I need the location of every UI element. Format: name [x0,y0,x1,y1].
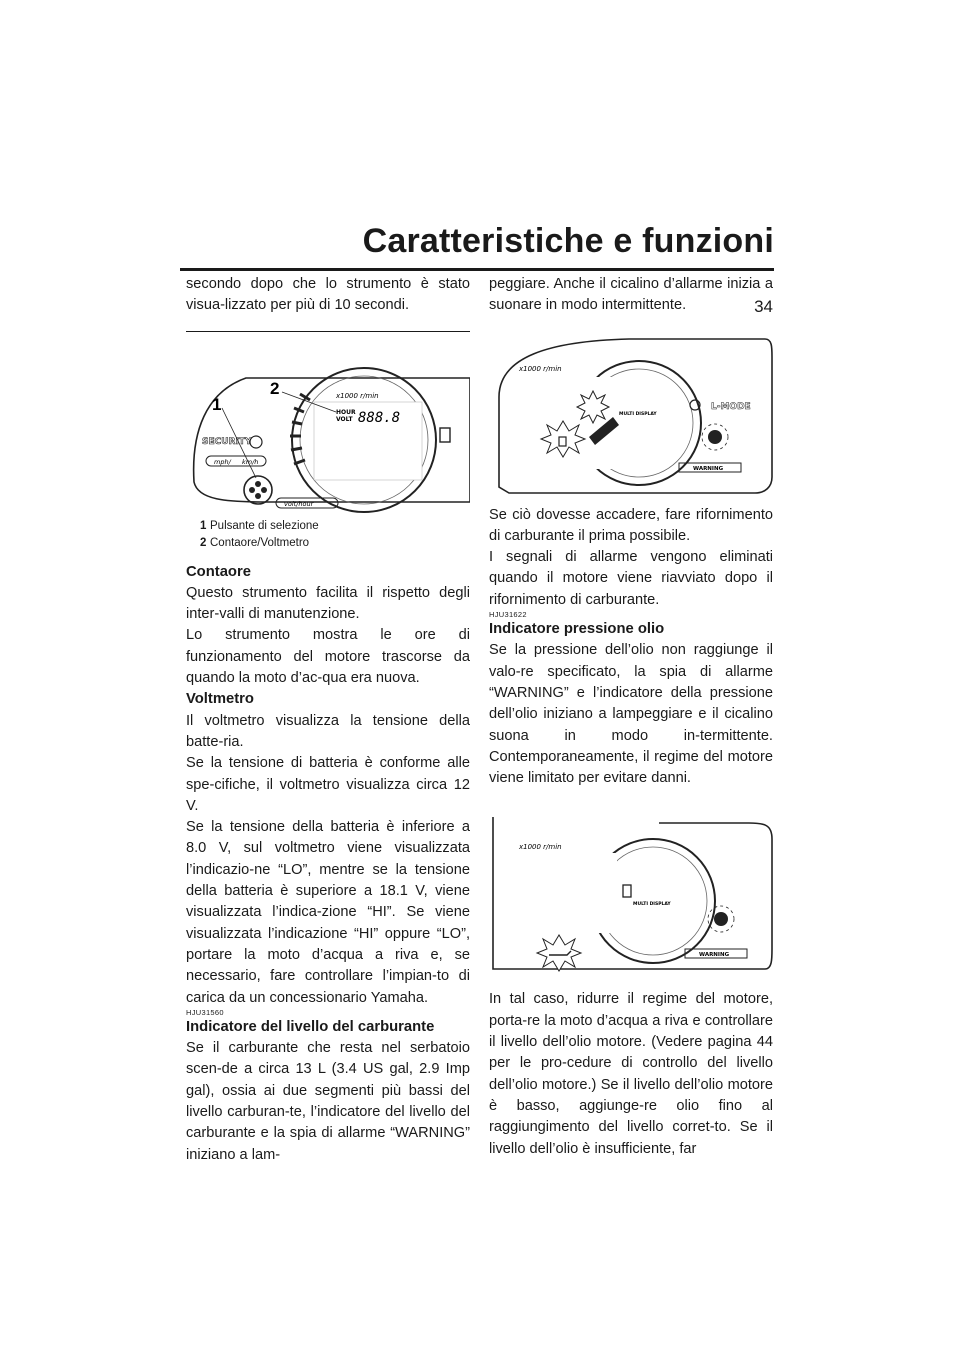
security-indicator-icon [250,436,262,448]
olio-paragraph-2: In tal caso, ridurre il regime del motore, porta-re la moto d’acqua a riva e controllare il livello dell’olio motore. (Vedere pagina 44 per le pro-cedure di controllo del livello dell’olio motore.) Se il livello dell’olio motore è basso, aggiunge-re olio fino al raggiungimento del livello corret-to. Se il livello dell’olio è insufficiente, far [489,991,773,1157]
oil-warning-illustration [489,809,773,979]
voltmetro-heading: Voltmetro [186,691,254,708]
fuel-paragraph-b: I segnali di allarme vengono eliminati quando il motore viene riavviato dopo il rifornimento di carburante. [489,549,773,608]
figure-caption-2: 2 Contaore/Voltmetro [200,536,310,549]
flashing-fuel-indicator-icon [541,421,585,457]
figure-oil-warning [489,809,773,979]
figure-hour-meter [186,332,470,518]
section-code-2: HJU31622 [489,610,527,620]
warning-label-2: WARNING [693,465,724,472]
voltmetro-paragraph-1: Il voltmetro visualizza la tensione della batte-ria. [186,712,470,750]
voltmetro-paragraph-3: Se la tensione della batteria è inferiore a 8.0 V, sul voltmetro viene visualizzata l’indicazio-ne “LO”, mentre se la tensione della batteria è superiore a 18.1 V, viene visualizzata l’indica-zione “HI”. Se viene visualizzata l’indicazione “HI” oppure “LO”, portare la moto d’acqua a riva e, se necessario, fare controllare l’impian-to di carica da un concessionario Yamaha. [186,819,470,1006]
rpm-label-3: x1000 r/min [519,843,562,852]
page-title: Caratteristiche e funzioni [362,222,774,260]
callout-2: 2 [270,378,280,398]
left-intro: secondo dopo che lo strumento è stato visua-lizzato per più di 10 secondi. [186,276,470,314]
volt-label: VOLT [336,415,353,423]
warning-label-3: WARNING [699,952,730,959]
hour-label: HOUR [336,408,356,416]
lcd-digits: 888.8 [358,409,401,426]
contaore-paragraph-1: Questo strumento facilita il rispetto degli inter-valli di manutenzione. [186,584,470,623]
warning-light-icon-3 [714,912,728,926]
section-code-1: HJU31560 [186,1007,224,1017]
l-mode-label: L-MODE [711,401,751,412]
olio-heading: Indicatore pressione olio [489,621,665,638]
rpm-label: x1000 r/min [336,391,379,400]
kmh-label: km/h [242,457,259,466]
carburante-heading: Indicatore del livello del carburante [186,1018,435,1035]
select-button-icon [244,476,272,504]
right-column [489,274,773,1160]
fuel-pump-icon [440,428,450,442]
multi-display-label-3: MULTI DISPLAY [633,902,671,908]
voltmetro-paragraph-2: Se la tensione di batteria è conforme alle spe-cifiche, il voltmetro visualizza circa 12 V. [186,755,470,814]
contaore-paragraph-2: Lo strumento mostra le ore di funzionamento del motore trascorse da quando la moto d’ac-qua era nuova. [186,627,470,687]
carburante-paragraph-1: Se il carburante che resta nel serbatoio scen-de a circa 13 L (3.4 US gal, 2.9 Imp gal), ossia ai due segmenti più bassi del livello carburan-te, l’indicatore del livello del carburante e la spia di allarme “WARNING” iniziano a lam- [186,1040,470,1163]
header-rule [180,268,774,271]
right-intro: peggiare. Anche il cicalino d’allarme inizia a suonare in modo intermittente. [489,276,773,314]
fuel-paragraph-a: Se ciò dovesse accadere, fare rifornimento di carburante il prima possibile. [489,506,773,544]
mph-label: mph/ [214,457,231,466]
rpm-label-2: x1000 r/min [519,364,562,373]
volt-hour-label: volt/hour [284,499,314,508]
warning-light-icon [708,430,722,444]
fuel-pump-icon-3 [623,885,631,897]
figure-fuel-warning [489,327,773,497]
left-column [186,274,470,1166]
page-number: 34 [754,297,773,316]
hour-meter-illustration [186,332,470,518]
callout-1: 1 [212,394,222,414]
flashing-oil-indicator-icon [537,935,581,971]
fuel-warning-illustration [489,327,773,497]
multi-display-label-2: MULTI DISPLAY [619,411,657,417]
figure-caption-1: 1 Pulsante di selezione [200,519,319,532]
security-label: SECURITY [202,436,252,447]
contaore-heading: Contaore [186,563,251,580]
olio-paragraph-1: Se la pressione dell’olio non raggiunge il valo-re specificato, la spia di allarme “WARNING” e l’indicatore della pressione dell’olio iniziano a lampeggiare e il cicalino suona in modo in-termittente. Contemporaneamente, il regime del motore viene limitato per evitare danni. [489,642,773,787]
